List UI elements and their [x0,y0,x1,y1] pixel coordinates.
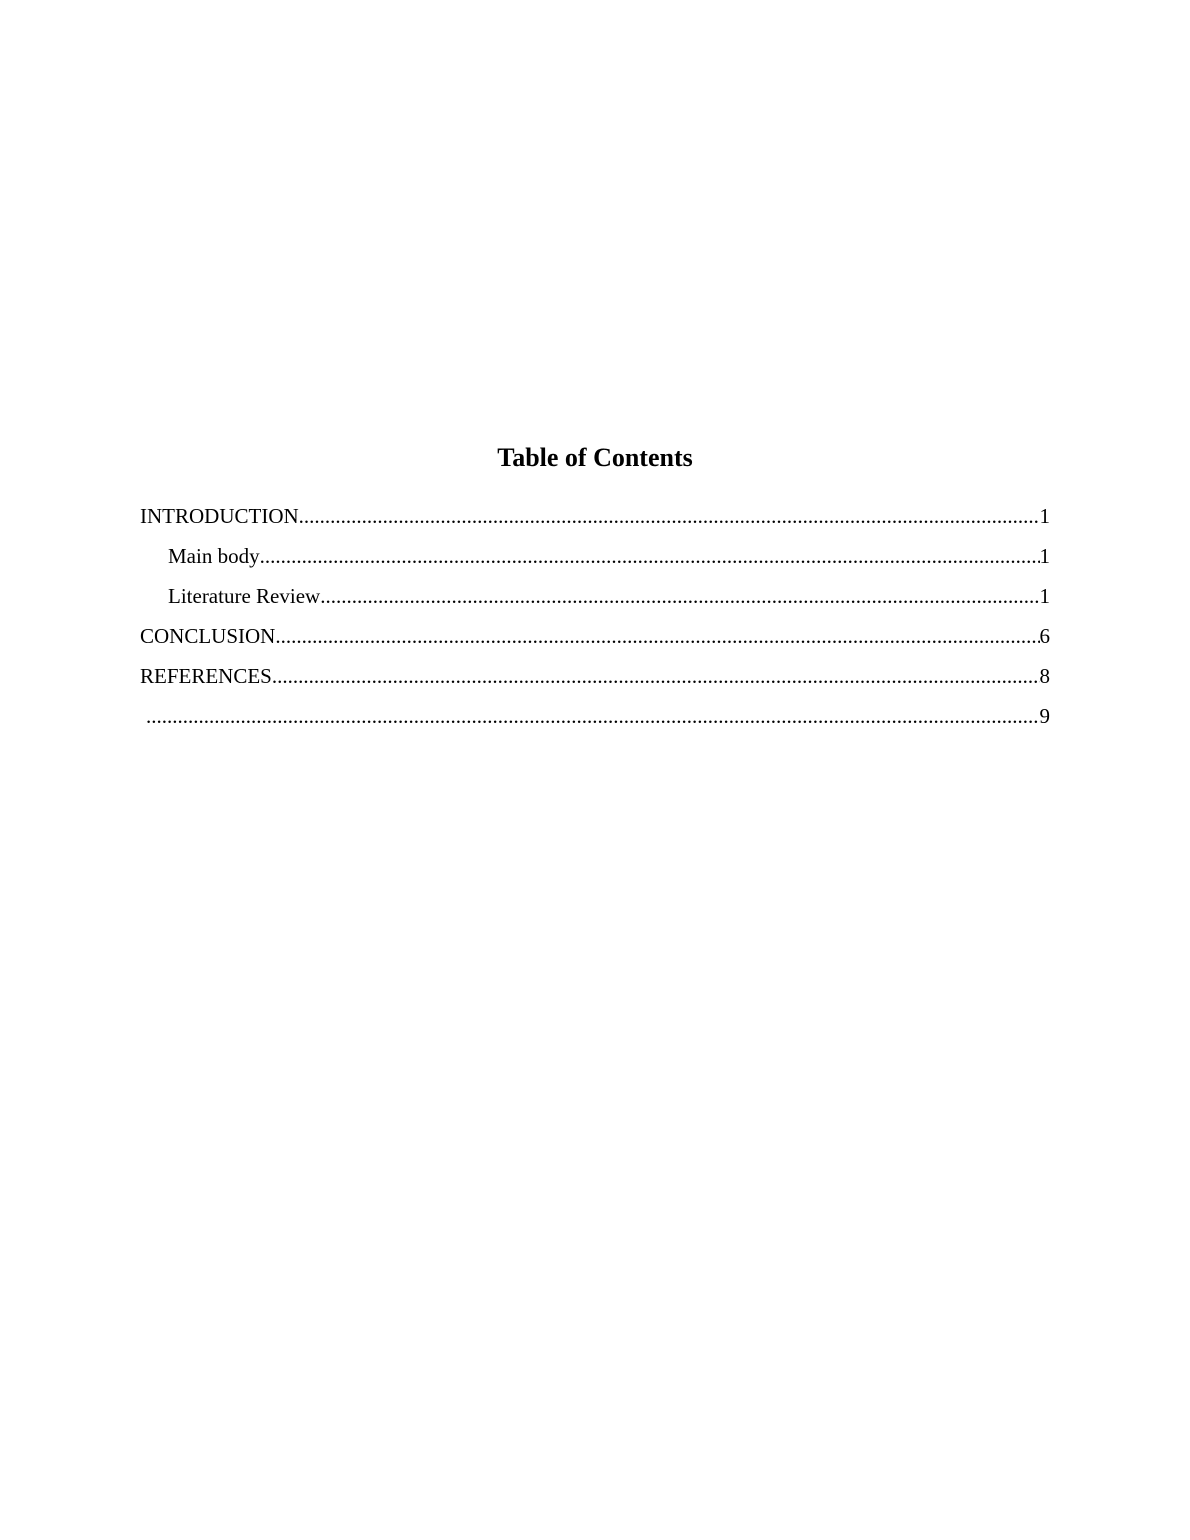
toc-entry-conclusion[interactable] [140,620,1050,660]
toc-entry-label: REFERENCES [140,664,272,688]
toc-entry-introduction[interactable] [140,500,1050,540]
toc-dot-leader [320,580,1039,612]
toc-dot-leader [146,700,1040,732]
toc-entry-main-body[interactable] [140,540,1050,580]
toc-dot-leader [275,620,1039,652]
toc-page-number: 1 [1039,544,1050,568]
toc-entry-untitled[interactable] [140,700,1050,740]
toc-entry-label: Literature Review [168,584,321,608]
toc-page-number: 9 [1039,704,1050,728]
toc-entry-label: INTRODUCTION [140,504,299,528]
toc-page-number: 1 [1039,584,1050,608]
toc-entry-label: CONCLUSION [140,624,276,648]
toc-entry-references[interactable] [140,660,1050,700]
toc-dot-leader [260,540,1040,572]
toc-entry-label: Main body [168,544,260,568]
toc-page-number: 1 [1039,504,1050,528]
toc-dot-leader [272,660,1040,692]
toc-page-number: 6 [1039,624,1050,648]
table-of-contents [140,500,1050,740]
toc-title: Table of Contents [497,443,693,472]
toc-entry-literature-review[interactable] [140,580,1050,620]
toc-page-number: 8 [1039,664,1050,688]
toc-dot-leader [299,500,1040,532]
